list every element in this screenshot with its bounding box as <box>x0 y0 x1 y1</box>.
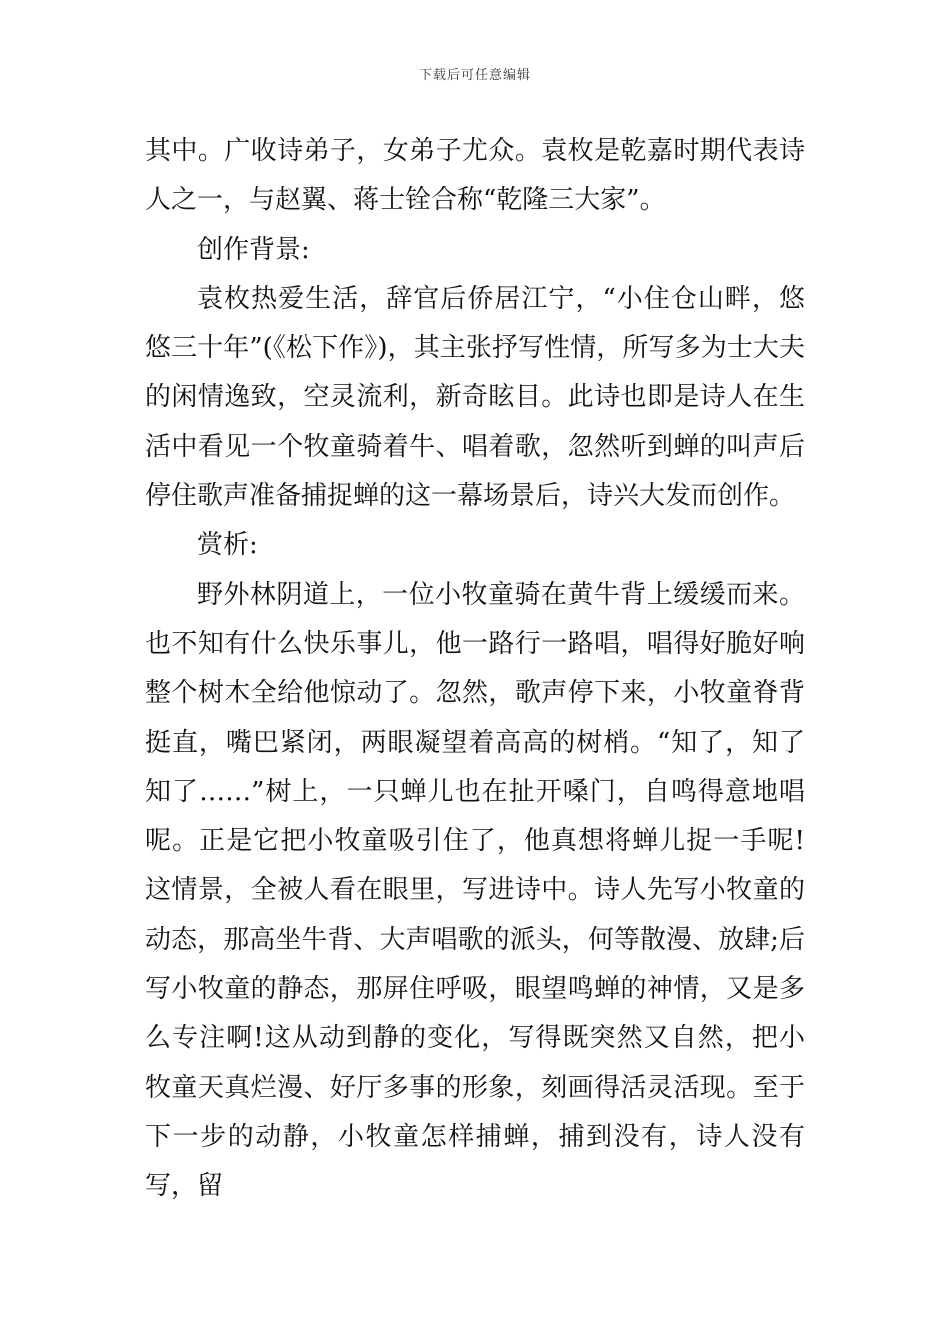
section-heading-background: 创作背景: <box>197 234 310 265</box>
paragraph-appreciation: 野外林阴道上，一位小牧童骑在黄牛背上缓缓而来。也不知有什么快乐事儿，他一路行一路唱，唱得好脆好响整个树木全给他惊动了。忽然，歌声停下来，小牧童脊背挺直，嘴巴紧闭，两眼凝望着高高的树梢。“知了，知了知了……”树上，一只蝉儿也在扯开嗓门，自鸣得意地唱呢。正是它把小牧童吸引住了，他真想将蝉儿捉一手呢!这情景，全被人看在眼里，写进诗中。诗人先写小牧童的动态，那高坐牛背、大声唱歌的派头，何等散漫、放肆;后写小牧童的静态，那屏住呼吸，眼望鸣蝉的神情，又是多么专注啊!这从动到静的变化，写得既突然又自然，把小牧童天真烂漫、好厅多事的形象，刻画得活灵活现。至于下一步的动静，小牧童怎样捕蝉，捕到没有，诗人没有写，留 <box>145 579 805 1202</box>
document-body <box>145 127 805 1212</box>
paragraph-intro-continuation: 其中。广收诗弟子，女弟子尤众。袁枚是乾嘉时期代表诗人之一，与赵翼、蒋士铨合称“乾隆三大家”。 <box>145 136 805 216</box>
page-header: 下载后可任意编辑 <box>418 68 531 83</box>
paragraph-background: 袁枚热爱生活，辞官后侨居江宁，“小住仓山畔，悠悠三十年”(《松下作》)，其主张抒写性情，所写多为士大夫的闲情逸致，空灵流利，新奇眩目。此诗也即是诗人在生活中看见一个牧童骑着牛、唱着歌，忽然听到蝉的叫声后停住歌声准备捕捉蝉的这一幕场景后，诗兴大发而创作。 <box>145 283 805 512</box>
section-heading-appreciation: 赏析: <box>197 530 258 561</box>
